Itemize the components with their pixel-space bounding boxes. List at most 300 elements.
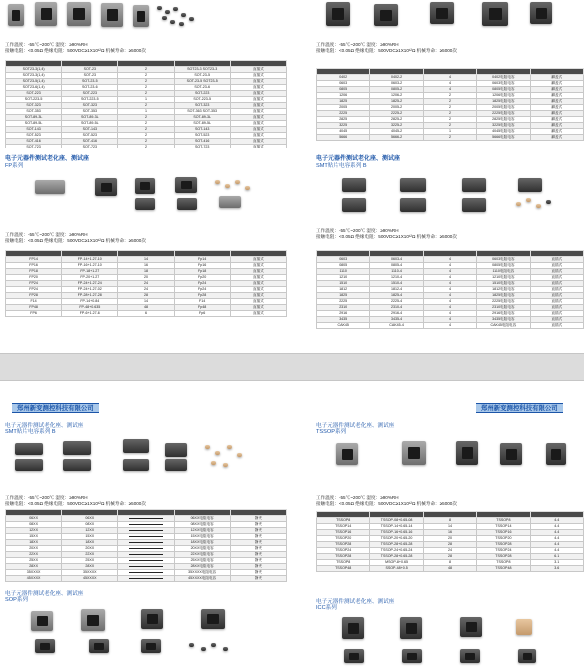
- table-cell: CAK45电阻电容: [477, 323, 530, 329]
- table-cell: 4.4: [530, 542, 583, 548]
- table-cell: 0805: [317, 87, 370, 93]
- fp-title: 电子元器件测试老化座、测试座: [5, 156, 90, 162]
- table-cell: FP14: [6, 257, 62, 263]
- dash-mark: [129, 548, 162, 549]
- table-cell: SOT-23-5: [62, 79, 118, 85]
- table-cell: FP-18+1.27: [62, 269, 118, 275]
- table-cell: 直插式: [530, 317, 583, 323]
- table-cell: 4: [423, 299, 476, 305]
- table-cell: 直插式: [530, 269, 583, 275]
- fp-table: [5, 250, 287, 317]
- smd-specs: 工作温度：-55℃~200℃ 湿度：≥90%RH 接触电阻：<0.05Ω 绝缘电阻：500VDC≥1X10¹²Ω 机械寿命：≥5000次: [316, 42, 457, 53]
- table-cell: 2: [118, 121, 174, 127]
- table-cell: 4: [423, 75, 476, 81]
- smt-b-table: [5, 509, 287, 582]
- table-cell: 1510: [317, 281, 370, 287]
- table-cell: 3225-2: [370, 123, 423, 129]
- table-cell: SOT-89-5L: [62, 121, 118, 127]
- table-cell: SOT-89-3L: [62, 115, 118, 121]
- table-cell: Fp24: [174, 281, 230, 287]
- table-cell: 静夹: [230, 534, 286, 540]
- table-cell: 翻盖式: [530, 135, 583, 141]
- table-cell: 20: [423, 536, 476, 542]
- table-cell: 35XXXX: [62, 570, 118, 576]
- table-cell: SOT-143: [6, 127, 62, 133]
- table-cell: 直插式: [230, 127, 286, 133]
- table-cell: SOT-23-5: [174, 73, 230, 79]
- table-cell: 20XX: [62, 546, 118, 552]
- table-cell: 28: [423, 542, 476, 548]
- table-cell: 直插式: [230, 281, 286, 287]
- sop-photos: [5, 607, 287, 667]
- table-cell: SOT-23: [62, 73, 118, 79]
- table-cell: 2: [423, 99, 476, 105]
- table-cell: TSSOP48: [477, 566, 530, 572]
- table-cell: 直插式: [230, 275, 286, 281]
- page-divider: [0, 353, 584, 381]
- table-cell: FP-14+0.84: [62, 299, 118, 305]
- table-cell: 静夹: [230, 528, 286, 534]
- table-cell: 1825-2: [370, 99, 423, 105]
- smt-b-subtitle: SMT贴片电容系列 B: [5, 429, 56, 436]
- fp-heading: [5, 156, 287, 169]
- table-cell: SOT-523: [174, 133, 230, 139]
- table-cell: 4.4: [530, 548, 583, 554]
- table-cell: 静夹: [230, 546, 286, 552]
- table-cell: 直插式: [230, 91, 286, 97]
- table-row: [6, 576, 287, 582]
- table-cell: 4: [423, 287, 476, 293]
- table-cell: 14: [118, 299, 174, 305]
- table-cell: 直插式: [230, 109, 286, 115]
- smt-b-heading: [5, 423, 287, 436]
- table-cell: SOT-89-3L: [174, 115, 230, 121]
- table-cell: 4: [423, 317, 476, 323]
- smt-title: 电子元器件测试老化座、测试座: [316, 156, 401, 162]
- icc-title: 电子元器件测试老化座、测试座: [316, 599, 395, 605]
- table-cell: 2825: [317, 117, 370, 123]
- table-cell: 0402电阻电容: [477, 75, 530, 81]
- table-cell: TSSOP-28+0.65-28: [370, 542, 423, 548]
- table-cell: TSSOP8: [317, 560, 370, 566]
- table-cell: 2: [118, 73, 174, 79]
- table-cell: TSSOP28: [477, 554, 530, 560]
- table-cell: SOT-89-5L: [174, 121, 230, 127]
- table-cell: 4: [423, 311, 476, 317]
- sot-specs: [5, 42, 287, 53]
- table-cell: 0603: [317, 257, 370, 263]
- table-cell: 3435电阻电容: [477, 317, 530, 323]
- table-cell: 2: [423, 117, 476, 123]
- smd-socket-photos: [316, 0, 584, 34]
- dash-mark: [129, 566, 162, 567]
- table-cell: 2916: [317, 311, 370, 317]
- tssop-title: 电子元器件测试老化座、测试座: [316, 423, 395, 429]
- table-cell: 翻盖式: [530, 129, 583, 135]
- table-cell: 4: [423, 81, 476, 87]
- table-cell: 翻盖式: [530, 81, 583, 87]
- table-cell: 08XX: [62, 522, 118, 528]
- table-cell: 8: [423, 560, 476, 566]
- table-cell: 18: [118, 269, 174, 275]
- table-cell: 1: [423, 129, 476, 135]
- table-cell: 15XX: [6, 534, 62, 540]
- spec-electrical: 接触电阻：<0.05Ω 绝缘电阻：500VDC≥1X10¹²Ω 机械寿命：≥5000次: [5, 47, 146, 53]
- table-cell: 06XX电阻电容: [174, 516, 230, 522]
- table-cell: CAK45-4: [370, 323, 423, 329]
- table-cell: 1510电阻电容: [477, 281, 530, 287]
- table-cell: 3225电阻电容: [477, 123, 530, 129]
- table-cell: 1110-4: [370, 269, 423, 275]
- table-cell: 直插式: [530, 323, 583, 329]
- table-cell: 直插式: [230, 263, 286, 269]
- table-cell: TSSOP-16+0.65-16: [370, 530, 423, 536]
- table-cell: 直插式: [230, 67, 286, 73]
- table-cell: 静夹: [230, 564, 286, 570]
- dash-mark: [129, 560, 162, 561]
- table-cell: SOT23-5(1,4): [6, 79, 62, 85]
- table-cell: SOT-523: [6, 133, 62, 139]
- table-cell: 18XX: [62, 540, 118, 546]
- table-cell: SOT-353: [62, 109, 118, 115]
- table-cell: 直插式: [530, 293, 583, 299]
- table-cell: 1825: [317, 293, 370, 299]
- table-cell: 20: [118, 275, 174, 281]
- table-cell: 6.1: [530, 554, 583, 560]
- table-cell: 翻盖式: [530, 87, 583, 93]
- table-cell: 18XX电阻电容: [174, 540, 230, 546]
- fp-socket-photos: [5, 176, 287, 210]
- table-cell: 28XX: [6, 564, 62, 570]
- table-cell: 4: [423, 281, 476, 287]
- table-cell: 4: [423, 257, 476, 263]
- smd-table: [316, 68, 584, 141]
- table-cell: 2310-4: [370, 305, 423, 311]
- sot-table-wrap: [5, 60, 287, 148]
- table-cell: CAK45: [317, 323, 370, 329]
- table-cell: 1825电阻电容: [477, 99, 530, 105]
- fp-table-wrap: [5, 250, 287, 330]
- table-cell: TSSOP16: [317, 530, 370, 536]
- table-cell: SOT-89-3L: [6, 115, 62, 121]
- table-cell: SOT-323: [62, 103, 118, 109]
- spec-temperature: 工作温度：-55℃~200℃ 湿度：≥90%RH: [5, 42, 88, 47]
- table-cell: 2: [423, 111, 476, 117]
- table-cell: 翻盖式: [530, 111, 583, 117]
- table-cell: Fp48: [174, 305, 230, 311]
- table-cell: 1210: [317, 275, 370, 281]
- table-cell: 静夹: [230, 570, 286, 576]
- table-cell: 翻盖式: [530, 75, 583, 81]
- table-row: [317, 323, 584, 329]
- table-cell: SOT23-6(1,4): [6, 85, 62, 91]
- table-cell: FP-14+1.27-10: [62, 257, 118, 263]
- table-cell: SOT-23-5 SOT23-5: [174, 79, 230, 85]
- table-cell: 1: [118, 97, 174, 103]
- table-cell: SOT-723: [174, 145, 230, 149]
- table-cell: 48: [118, 305, 174, 311]
- table-cell: 静夹: [230, 552, 286, 558]
- table-cell: 2: [423, 123, 476, 129]
- table-cell: 直插式: [530, 299, 583, 305]
- table-cell: SOT-353: [6, 109, 62, 115]
- table-cell: 2225: [317, 299, 370, 305]
- table-cell: 直插式: [230, 287, 286, 293]
- table-cell: TSSOP48: [317, 566, 370, 572]
- table-cell: SOT-223: [174, 91, 230, 97]
- table-cell: 直插式: [530, 263, 583, 269]
- smt-heading: [316, 156, 584, 169]
- table-cell: TSSOP28: [317, 554, 370, 560]
- table-cell: TSSOP-08+0.65-08: [370, 518, 423, 524]
- table-cell: 2310电阻电容: [477, 305, 530, 311]
- table-cell: 16: [423, 530, 476, 536]
- table-cell: SOT-23-6: [62, 85, 118, 91]
- table-cell: 1110: [317, 269, 370, 275]
- table-cell: 1110电阻电容: [477, 269, 530, 275]
- table-cell: 12XX: [6, 528, 62, 534]
- table-cell: 1210-4: [370, 275, 423, 281]
- table-cell: 15XX电阻电容: [174, 534, 230, 540]
- smt-b-table-wrap: [5, 509, 287, 585]
- table-cell: 12XX电阻电容: [174, 528, 230, 534]
- table-cell: 直插式: [230, 97, 286, 103]
- tssop-table-wrap: [316, 511, 584, 585]
- table-cell: FP24: [6, 281, 62, 287]
- table-cell: 直插式: [530, 281, 583, 287]
- table-cell: 2: [118, 115, 174, 121]
- dash-mark: [129, 554, 162, 555]
- table-cell: SOT23-3 SOT23-3: [174, 67, 230, 73]
- table-cell: F14: [174, 299, 230, 305]
- table-cell: Fp16: [174, 263, 230, 269]
- table-cell: 直插式: [230, 73, 286, 79]
- fp-subtitle: FP系列: [5, 163, 24, 169]
- smt-b-specs: 工作温度：-55℃~200℃ 湿度：≥90%RH 接触电阻：<0.05Ω 绝缘电阻：500VDC≥1X10¹²Ω 机械寿命：≥5000次: [5, 495, 146, 506]
- table-cell: 3225: [317, 123, 370, 129]
- table-cell: 直插式: [230, 269, 286, 275]
- table-cell: 25XX电阻电容: [174, 558, 230, 564]
- table-cell: 4: [423, 269, 476, 275]
- table-cell: 直插式: [230, 85, 286, 91]
- sop-title: 电子元器件测试老化座、测试座: [5, 591, 84, 597]
- table-cell: 1210电阻电容: [477, 275, 530, 281]
- table-cell: 1812电阻电容: [477, 287, 530, 293]
- dash-mark: [129, 524, 162, 525]
- table-cell: 0603电阻电容: [477, 81, 530, 87]
- table-cell: TSSOP24: [477, 548, 530, 554]
- table-cell: 1825电阻电容: [477, 293, 530, 299]
- table-cell: [118, 576, 174, 582]
- table-cell: 15XX: [62, 534, 118, 540]
- table-cell: 2825电阻电容: [477, 117, 530, 123]
- table-cell: FP24: [6, 287, 62, 293]
- table-cell: FP-24+1.27-24: [62, 281, 118, 287]
- table-cell: SOT-523: [62, 133, 118, 139]
- table-cell: SOT-416: [6, 139, 62, 145]
- table-cell: 3.1: [530, 560, 583, 566]
- table-cell: 08XX: [6, 522, 62, 528]
- table-cell: 25XX: [62, 558, 118, 564]
- table-cell: 2005: [317, 105, 370, 111]
- table-cell: 6: [118, 311, 174, 317]
- table-cell: 35XXXX电阻电容: [174, 570, 230, 576]
- smt-b-photos: [5, 439, 287, 473]
- sop-subtitle: SOP系列: [5, 597, 29, 604]
- table-cell: 2225电阻电容: [477, 299, 530, 305]
- table-cell: 4.4: [530, 530, 583, 536]
- table-cell: 22XX: [62, 552, 118, 558]
- company-banner-right: 郑州新变测控科技有限公司: [476, 403, 563, 413]
- dash-mark: [129, 572, 162, 573]
- table-cell: 28: [118, 293, 174, 299]
- table-cell: 0603电阻电容: [477, 257, 530, 263]
- table-cell: 14: [423, 524, 476, 530]
- table-cell: TSSOP14: [317, 524, 370, 530]
- table-cell: 5666电阻电容: [477, 135, 530, 141]
- table-cell: 2825-2: [370, 117, 423, 123]
- table-cell: 翻盖式: [530, 105, 583, 111]
- table-cell: 静夹: [230, 522, 286, 528]
- table-cell: SOT-323: [6, 103, 62, 109]
- table-cell: 直插式: [230, 145, 286, 149]
- table-cell: SOT-723: [62, 145, 118, 149]
- table-cell: SOT23-3(1,4): [6, 67, 62, 73]
- table-cell: 2: [118, 133, 174, 139]
- table-cell: 22XX: [6, 552, 62, 558]
- table-cell: 直插式: [230, 305, 286, 311]
- smt-subtitle: SMT贴片电容系列 B: [316, 163, 367, 169]
- table-row: [317, 566, 584, 572]
- table-cell: 2225电阻电容: [477, 111, 530, 117]
- table-cell: 1206-2: [370, 93, 423, 99]
- table-cell: 4.4: [530, 524, 583, 530]
- table-cell: 4: [423, 293, 476, 299]
- table-cell: Fp14: [174, 257, 230, 263]
- table-cell: 静夹: [230, 576, 286, 582]
- table-cell: 1812-4: [370, 287, 423, 293]
- table-cell: 20XX: [6, 546, 62, 552]
- dash-mark: [129, 530, 162, 531]
- table-cell: FP18: [6, 269, 62, 275]
- table-cell: 28XX电阻电容: [174, 564, 230, 570]
- table-cell: 0805电阻电容: [477, 263, 530, 269]
- table-cell: SOT-323: [174, 103, 230, 109]
- table-cell: 45XXXX电阻电容: [174, 576, 230, 582]
- table-cell: 翻盖式: [530, 117, 583, 123]
- table-cell: 3435-4: [370, 317, 423, 323]
- smt-b-title: 电子元器件测试老化座、测试座: [5, 423, 84, 429]
- table-cell: 直插式: [530, 287, 583, 293]
- table-cell: 直插式: [530, 257, 583, 263]
- table-cell: 24: [118, 287, 174, 293]
- table-cell: 06XX: [6, 516, 62, 522]
- table-cell: 16: [118, 263, 174, 269]
- table-cell: 0402-2: [370, 75, 423, 81]
- smt-specs: 工作温度：-55℃~200℃ 湿度：≥90%RH 接触电阻：<0.05Ω 绝缘电阻：500VDC≥1X10¹²Ω 机械寿命：≥5000次: [316, 228, 457, 239]
- table-cell: 2005电阻电容: [477, 105, 530, 111]
- table-cell: 2916-4: [370, 311, 423, 317]
- table-cell: 直插式: [230, 293, 286, 299]
- table-cell: 08XX电阻电容: [174, 522, 230, 528]
- table-cell: SOT-363 SOT-353: [174, 109, 230, 115]
- table-cell: Fp6: [174, 311, 230, 317]
- table-cell: 0603-2: [370, 81, 423, 87]
- table-cell: 1825-4: [370, 293, 423, 299]
- table-cell: FP48: [6, 305, 62, 311]
- table-cell: 2225-4: [370, 299, 423, 305]
- table-cell: 2225: [317, 111, 370, 117]
- table-cell: 24: [423, 548, 476, 554]
- tssop-photos: [316, 439, 584, 473]
- table-cell: 24: [118, 281, 174, 287]
- table-cell: 4: [423, 305, 476, 311]
- table-cell: Fp18: [174, 269, 230, 275]
- table-cell: TSSOP14: [477, 524, 530, 530]
- table-cell: 翻盖式: [530, 99, 583, 105]
- table-row: [6, 145, 287, 149]
- table-cell: SOT-223: [62, 91, 118, 97]
- table-cell: 0805电阻电容: [477, 87, 530, 93]
- table-cell: 2: [423, 105, 476, 111]
- table-cell: 2005-2: [370, 105, 423, 111]
- tssop-subtitle: TSSOP系列: [316, 429, 347, 436]
- table-cell: SOT23-3(1,4): [6, 73, 62, 79]
- table-cell: 2: [423, 93, 476, 99]
- table-cell: FP16: [6, 263, 62, 269]
- smt-table: [316, 250, 584, 329]
- table-cell: SOT-416: [174, 139, 230, 145]
- table-cell: 45XXXX: [62, 576, 118, 582]
- table-cell: 2225-2: [370, 111, 423, 117]
- table-cell: 1: [118, 109, 174, 115]
- table-cell: 4045: [317, 129, 370, 135]
- table-cell: 20XX电阻电容: [174, 546, 230, 552]
- table-cell: SOT-23: [62, 67, 118, 73]
- table-cell: FP-24+1.27-02: [62, 287, 118, 293]
- table-cell: 0805-2: [370, 87, 423, 93]
- table-cell: 12XX: [62, 528, 118, 534]
- table-cell: TSSOP-14+0.65-14: [370, 524, 423, 530]
- table-cell: 2: [118, 103, 174, 109]
- table-cell: Fp28: [174, 293, 230, 299]
- table-cell: 1206电阻电容: [477, 93, 530, 99]
- sot-table: [5, 60, 287, 148]
- table-cell: 25XX: [6, 558, 62, 564]
- table-cell: MSOP-8+0.65: [370, 560, 423, 566]
- table-cell: 0603-4: [370, 257, 423, 263]
- table-cell: TSSOP16: [477, 530, 530, 536]
- table-cell: 直插式: [530, 311, 583, 317]
- table-cell: 静夹: [230, 516, 286, 522]
- table-cell: 2: [118, 91, 174, 97]
- company-banner-left: 郑州新变测控科技有限公司: [12, 403, 99, 413]
- table-cell: 0805: [317, 263, 370, 269]
- table-cell: TSSOP8: [477, 560, 530, 566]
- table-cell: 0402: [317, 75, 370, 81]
- table-cell: 直插式: [230, 79, 286, 85]
- catalog-page-bottom: [0, 381, 584, 672]
- table-cell: TSSOP28: [477, 542, 530, 548]
- table-cell: FP-48+0.635: [62, 305, 118, 311]
- table-cell: 直插式: [230, 139, 286, 145]
- table-cell: SOT-723: [6, 145, 62, 149]
- dash-mark: [129, 578, 162, 579]
- table-cell: SOT-223-5: [6, 97, 62, 103]
- dash-mark: [129, 536, 162, 537]
- table-cell: FP-16+1.27-10: [62, 263, 118, 269]
- table-cell: TSSOP8: [317, 518, 370, 524]
